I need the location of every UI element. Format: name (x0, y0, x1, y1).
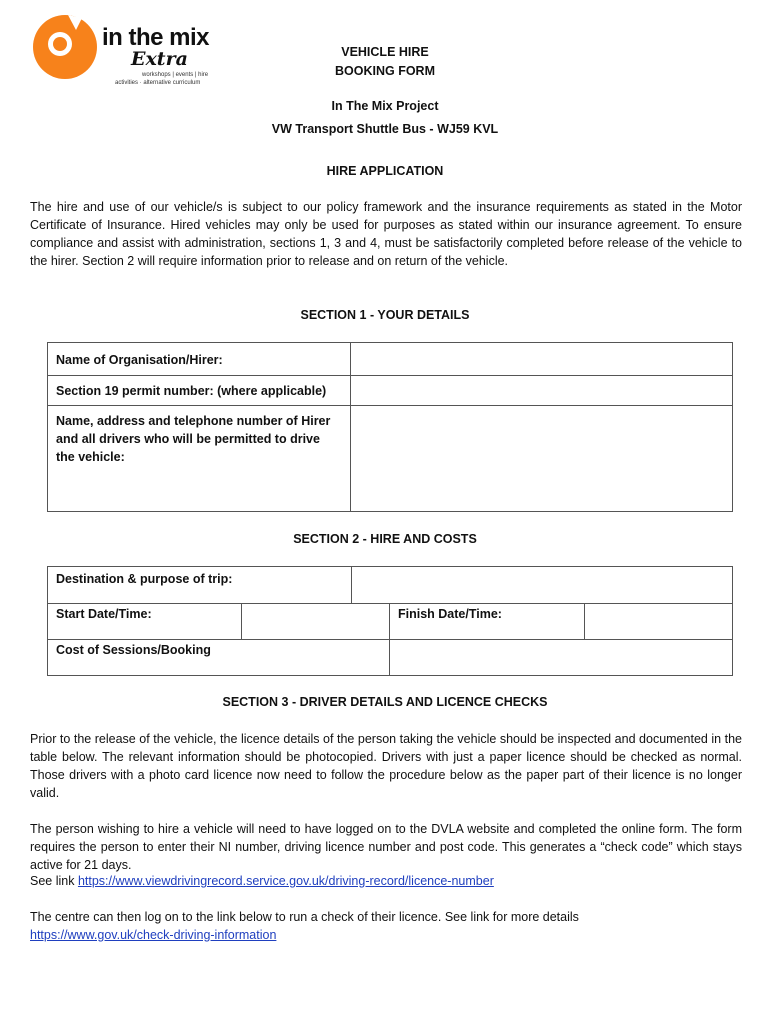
dvla-link[interactable]: https://www.viewdrivingrecord.service.gov.uk/driving-record/licence-number (77, 874, 494, 888)
vehicle-name: VW Transport Shuttle Bus - WJ59 KVL (271, 122, 499, 136)
permit-number-label: Section 19 permit number: (where applicable) (56, 384, 327, 398)
dvla-link-prefix: See link (30, 874, 78, 888)
form-title-line1: VEHICLE HIRE (341, 45, 429, 59)
org-name-label: Name of Organisation/Hirer: (56, 353, 223, 367)
check-driving-link-line (30, 926, 742, 944)
destination-label: Destination & purpose of trip: (56, 572, 233, 586)
permit-number-field[interactable] (352, 376, 730, 404)
start-datetime-label: Start Date/Time: (56, 607, 152, 621)
org-name-field[interactable] (352, 344, 730, 374)
cost-field[interactable] (391, 640, 731, 674)
section2-title: SECTION 2 - HIRE AND COSTS (293, 532, 477, 546)
section1-table (47, 342, 733, 512)
destination-field[interactable] (353, 568, 730, 602)
logo-tagline-1: workshops | events | hire (142, 72, 209, 78)
check-driving-link[interactable]: https://www.gov.uk/check-driving-information (30, 928, 277, 942)
section3-title: SECTION 3 - DRIVER DETAILS AND LICENCE CHECKS (222, 695, 548, 709)
start-datetime-field[interactable] (243, 604, 388, 638)
section3-paragraph-3: The centre can then log on to the link below to run a check of their licence. See link for more details (30, 910, 579, 924)
logo-title: in the mix (102, 24, 210, 51)
project-name: In The Mix Project (331, 99, 439, 113)
dvla-link-line (30, 872, 742, 890)
form-title-line2: BOOKING FORM (335, 64, 435, 78)
cost-label: Cost of Sessions/Booking (56, 643, 211, 657)
hire-application-heading: HIRE APPLICATION (326, 164, 444, 178)
section3-paragraph-1: Prior to the release of the vehicle, the licence details of the person taking the vehicle should be inspected and documented in the table below. The relevant information should be photocopied. Drivers with just a paper licence should be checked as normal. Those drivers with a photo card licence now need to follow the procedure below as the paper part of their licence is no longer valid. (30, 732, 742, 800)
section2-table (47, 566, 733, 676)
section3-paragraph-2: The person wishing to hire a vehicle will need to have logged on to the DVLA website and completed the online form. The form requires the person to enter their NI number, driving licence number and post code. This generates a “check code” which stays active for 21 days. (30, 822, 742, 872)
drivers-details-label: Name, address and telephone number of Hirer and all drivers who will be permitted to drive the vehicle: (56, 414, 331, 464)
drivers-details-field[interactable] (352, 406, 730, 510)
logo-subtitle: Extra (131, 48, 188, 70)
finish-datetime-label: Finish Date/Time: (398, 607, 502, 621)
section1-title: SECTION 1 - YOUR DETAILS (300, 308, 470, 322)
intro-paragraph: The hire and use of our vehicle/s is subject to our policy framework and the insurance requirements as stated in the Motor Certificate of Insurance. Hired vehicles may only be used for purposes as stated within our insurance agreement. To ensure compliance and assist with administration, sections 1, 3 and 4, must be satisfactorily completed before release of the vehicle to the hirer. Section 2 will require information prior to release and on return of the vehicle. (30, 200, 742, 268)
finish-datetime-field[interactable] (586, 604, 731, 638)
logo-tagline-2: activities · alternative curriculum (115, 80, 201, 86)
